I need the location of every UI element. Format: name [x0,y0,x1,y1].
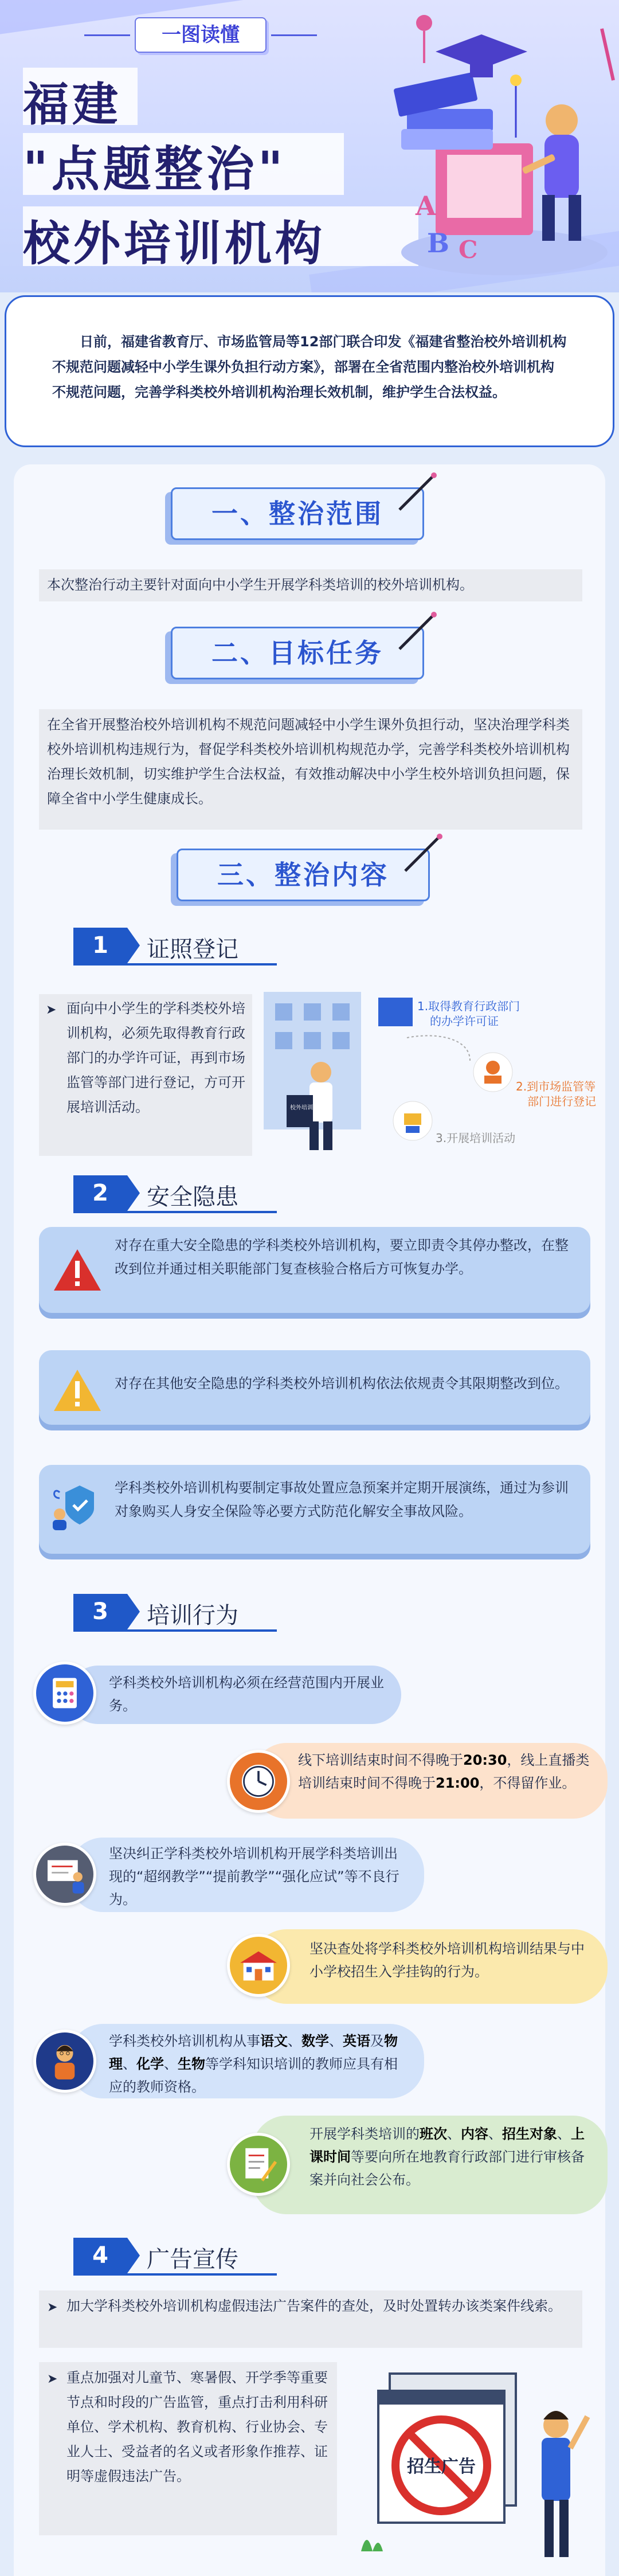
arrow-bullet-icon: ➤ [47,2300,58,2315]
qual-sep: 、 [329,2033,343,2049]
subject-chinese: 语文 [260,2033,288,2049]
time-text-a: 线下培训结束时间不得晚于 [298,1752,463,1768]
clock-icon [227,1750,290,1813]
sub-number: 3 [73,1594,127,1629]
ad-sign-text: 招生广告 [407,2457,476,2477]
qual-text-end: 等学科知识培训的教师应具有相应的教师资格。 [109,2056,398,2095]
safety-text-major: 对存在重大安全隐患的学科类校外培训机构，要立即责令其停办整改，在整改到位并通过相关职能部门复查核验合格后方可恢复办学。 [115,1237,569,1277]
insurance-shield-icon [48,1481,105,1533]
step3: 3.开展培训活动 [436,1131,516,1145]
training-item-scope [69,1666,401,1724]
license-text: 面向中小学生的学科类校外培训机构，必须先取得教育行政部门的办学许可证，再到市场监管等部门进行登记，方可开展培训活动。 [66,1000,245,1115]
subheading-safety [73,1175,314,1212]
calculator-icon [33,1662,96,1725]
subheading-training [73,1594,314,1631]
no-ads-illustration [355,2362,596,2576]
ad-text-box-1 [39,2290,582,2348]
step1-line2: 的办学许可证 [430,1014,499,1028]
time-offline: 20:30 [463,1752,507,1768]
ad-text-box-2 [39,2362,337,2535]
svg-text:B: B [427,228,449,259]
pen-icon [394,609,440,655]
subheading-license [73,928,314,964]
training-text-behavior: 坚决纠正学科类校外培训机构开展学科类培训出现的“超纲教学”“提前教学”“强化应试”等不良行为。 [109,1846,399,1907]
filing-target: 招生对象 [502,2126,557,2142]
document-pen-icon [227,2133,290,2196]
step2-line1: 2.到市场监管等 [516,1080,596,1093]
safety-text-insurance: 学科类校外培训机构要制定事故处置应急预案并定期开展演练，通过为参训对象购买人身安全保险等必要方式防范化解安全事故风险。 [115,1480,569,1519]
training-item-filing [252,2116,608,2214]
scope-text: 本次整治行动主要针对面向中小学生开展学科类培训的校外培训机构。 [39,569,582,601]
license-text-box [39,994,252,1156]
qual-sep: 、 [164,2056,178,2072]
hero-banner [0,0,619,292]
subheading-advertising [73,2238,314,2274]
pen-icon [394,470,440,515]
filing-sep: 、 [557,2126,571,2142]
section-heading-content [177,849,430,901]
section-heading-text: 二、目标任务 [211,638,383,669]
subject-english: 英语 [343,2033,370,2049]
sub-label: 安全隐患 [147,1184,238,1210]
safety-card-major [39,1227,590,1313]
svg-text:A: A [416,190,436,221]
pen-icon [399,831,445,877]
filing-content: 内容 [461,2126,488,2142]
step2-line2: 部门进行登记 [527,1094,596,1108]
section-heading-scope [171,487,424,540]
subject-physics: 物理 [109,2033,398,2072]
sub-label: 广告宣传 [147,2246,238,2273]
header-tag: 一图读懂 [135,17,267,53]
safety-text-other: 对存在其他安全隐患的学科类校外培训机构依法依规责令其限期整改到位。 [115,1375,569,1391]
section-heading-text: 一、整治范围 [211,498,383,529]
sub-number: 2 [73,1175,127,1211]
subject-math: 数学 [301,2033,329,2049]
ad-text-1: 加大学科类校外培训机构虚假违法广告案件的查处，及时处置转办该类案件线索。 [66,2298,562,2314]
goals-text: 在全省开展整治校外培训机构不规范问题减轻中小学生课外负担行动，坚决治理学科类校外培训机构违规行为，督促学科类校外培训机构规范办学，完善学科类校外培训机构治理长效机制，切实维护学生合法权益，有效推动解决中小学生校外培训负担问题，保障全省中小学生健康成长。 [39,709,582,830]
qual-sep: 、 [123,2056,136,2072]
intro-paragraph: 日前，福建省教育厅、市场监管局等12部门联合印发《福建省整治校外培训机构不规范问题减轻中小学生课外负担行动方案》，部署在全省范围内整治校外培训机构不规范问题，完善学科类校外培训机构治理长效机制，维护学生合法权益。 [5,295,614,447]
training-item-admission [252,1929,608,2004]
training-text-scope: 学科类校外培训机构必须在经营范围内开展业务。 [109,1675,384,1714]
time-text-c: ，不得留作业。 [479,1775,576,1791]
training-text-admission: 坚决查处将学科类校外培训机构培训结果与中小学校招生入学挂钩的行为。 [310,1941,585,1980]
training-item-behavior [69,1838,424,1912]
license-process-illustration [264,986,608,1158]
filing-sep: 、 [488,2126,502,2142]
time-text-b: ，线上直播类培训结束时间不得晚于 [298,1752,590,1791]
warning-red-icon [52,1247,103,1293]
arrow-bullet-icon: ➤ [47,2372,58,2386]
warning-yellow-icon [52,1367,103,1413]
safety-card-other [39,1350,590,1425]
filing-class: 班次 [420,2126,447,2142]
filing-text: 开展学科类培训的 [310,2126,420,2142]
section-heading-goals [171,627,424,679]
hero-title-line3: 校外培训机构 [23,217,326,271]
subject-chemistry: 化学 [136,2056,164,2072]
filing-time: 上课时间 [310,2126,585,2165]
subject-biology: 生物 [178,2056,205,2072]
ad-text-2: 重点加强对儿童节、寒暑假、开学季等重要节点和时段的广告监管，重点打击利用科研单位、学术机构、教育机构、行业协会、专业人士、受益者的名义或者形象作推荐、证明等虚假违法广告。 [66,2370,328,2484]
teaching-board-icon [33,1843,96,1906]
training-item-qualification [69,2024,424,2098]
arrow-bullet-icon: ➤ [46,1003,57,1017]
sub-label: 培训行为 [147,1602,238,1629]
sub-label: 证照登记 [147,936,238,963]
svg-text:C: C [459,236,478,264]
filing-text-end: 等要向所在地教育行政部门进行审核备案并向社会公布。 [310,2149,585,2188]
safety-card-insurance [39,1465,590,1554]
hero-title-line2: "点题整治" [23,141,287,197]
time-online: 21:00 [436,1775,480,1791]
sub-number: 1 [73,928,127,963]
school-building-icon [227,1934,290,1997]
study-illustration-icon [373,11,619,281]
qual-sep: 及 [370,2033,384,2049]
sub-number: 4 [73,2238,127,2273]
school-label: 校外培训机构 [290,1105,324,1111]
filing-sep: 、 [447,2126,461,2142]
step1-line1: 1.取得教育行政部门 [417,999,520,1013]
teacher-icon [33,2030,96,2093]
training-item-time [252,1743,608,1819]
section-heading-text: 三、整治内容 [217,859,389,890]
hero-title-line1: 福建 [23,78,122,131]
qual-sep: 、 [288,2033,301,2049]
qual-text: 学科类校外培训机构从事 [109,2033,260,2049]
